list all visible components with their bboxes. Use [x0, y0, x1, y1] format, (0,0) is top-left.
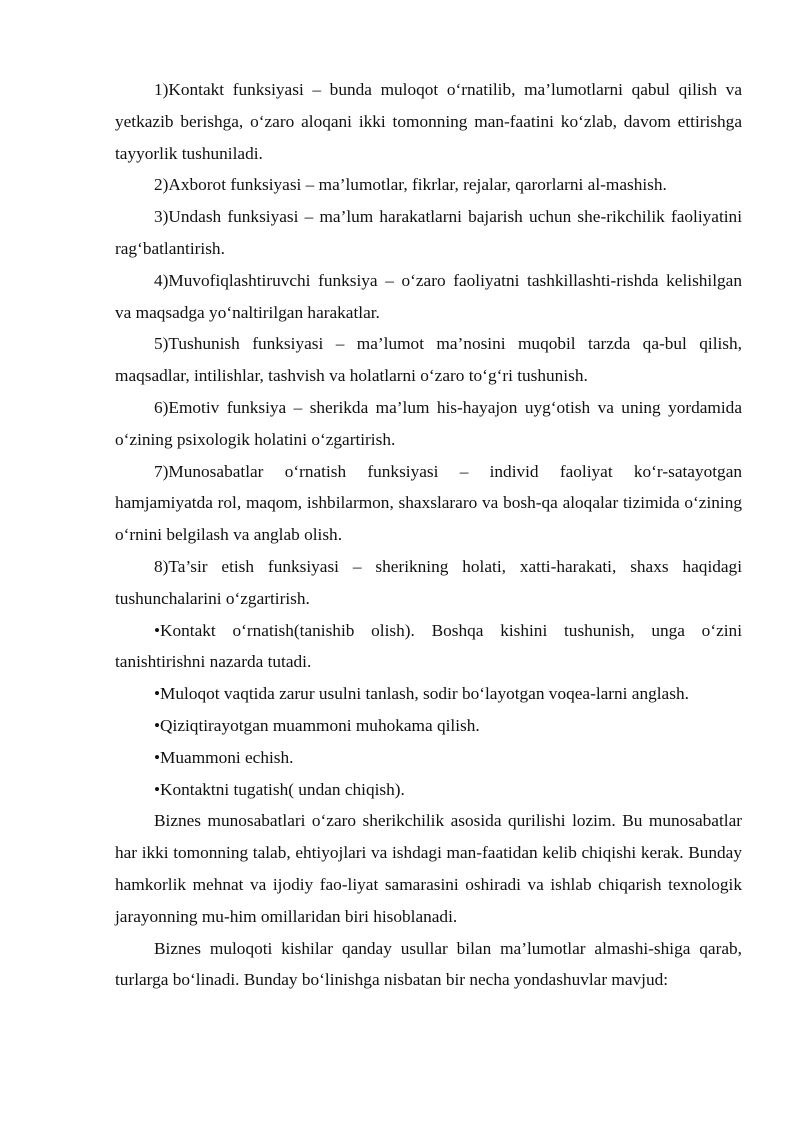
paragraph-motivation-function: 3)Undash funksiyasi – ma’lum harakatlarni bajarish uchun she-rikchilik faoliyatini rag‘batlantirish. — [115, 207, 742, 258]
bullet-solve-problem: •Muammoni echish. — [154, 747, 294, 767]
paragraph-business-relations: Biznes munosabatlari o‘zaro sherikchilik asosida qurilishi lozim. Bu munosabatlar har ikki tomonning talab, ehtiyojlari va ishdagi man-faatidan kelib chiqishi kerak. Bunday hamkorlik mehnat va ijodiy fao-liyat samarasini oshiradi va ishlab chiqarish texnologik jarayonning mu-him omillaridan biri hisoblanadi. — [115, 811, 742, 926]
paragraph-understanding-function: 5)Tushunish funksiyasi – ma’lumot ma’nosini muqobil tarzda qa-bul qilish, maqsadlar, intilishlar, tashvish va holatlarni o‘zaro to‘g‘ri tushunish. — [115, 334, 742, 386]
paragraph-emotive-function: 6)Emotiv funksiya – sherikda ma’lum his-hayajon uyg‘otish va uning yordamida o‘zining psixologik holatini o‘zgartirish. — [115, 397, 742, 449]
document-page — [115, 74, 742, 996]
paragraph-contact-function: 1)Kontakt funksiyasi – bunda muloqot o‘rnatilib, ma’lumotlarni qabul qilish va yetkazib berishga, o‘zaro aloqani ikki tomonning man-faatini ko‘zlab, davom ettirishga tayyorlik tushuniladi. — [115, 80, 742, 163]
paragraph-business-communication: Biznes muloqoti kishilar qanday usullar bilan ma’lumotlar almashi-shiga qarab, turlarga bo‘linadi. Bunday bo‘linishga nisbatan bir necha yondashuvlar mavjud: — [115, 938, 742, 990]
bullet-establish-contact: •Kontakt o‘rnatish(tanishib olish). Boshqa kishini tushunish, unga o‘zini tanishtirishni nazarda tutadi. — [115, 620, 742, 672]
paragraph-influence-function: 8)Ta’sir etish funksiyasi – sherikning holati, xatti-harakati, shaxs haqidagi tushunchalarini o‘zgartirish. — [115, 556, 742, 608]
paragraph-relations-function: 7)Munosabatlar o‘rnatish funksiyasi – individ faoliyat ko‘r-satayotgan hamjamiyatda rol, maqom, ishbilarmon, shaxslararo va bosh-qa aloqalar tizimida o‘zining o‘rnini belgilash va anglab olish. — [115, 461, 742, 545]
paragraph-coordination-function: 4)Muvofiqlashtiruvchi funksiya – o‘zaro faoliyatni tashkillashti-rishda kelishilgan va maqsadga yo‘naltirilgan harakatlar. — [115, 270, 742, 322]
paragraph-information-function: 2)Axborot funksiyasi – ma’lumotlar, fikrlar, rejalar, qarorlarni al-mashish. — [154, 175, 667, 195]
bullet-end-contact: •Kontaktni tugatish( undan chiqish). — [154, 779, 405, 799]
bullet-choose-method: •Muloqot vaqtida zarur usulni tanlash, sodir bo‘layotgan voqea-larni anglash. — [154, 684, 689, 704]
bullet-discuss-problem: •Qiziqtirayotgan muammoni muhokama qilish. — [154, 715, 480, 735]
